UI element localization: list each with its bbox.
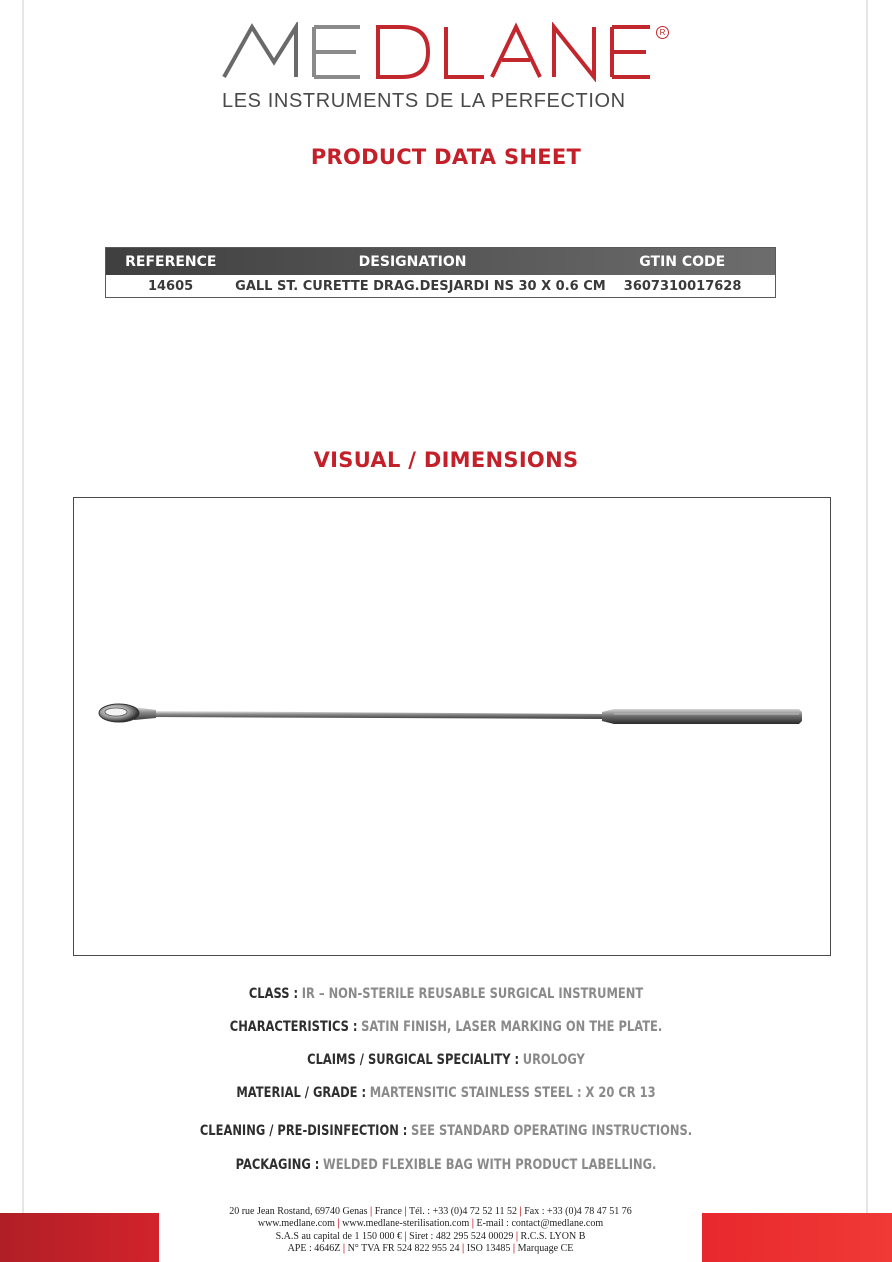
footer-capital: S.A.S au capital de 1 150 000 € [275,1230,402,1242]
footer-website-link[interactable]: www.medlane.com [257,1218,335,1230]
spec-material [80,1085,811,1101]
footer-fax: Fax : +33 (0)4 78 47 51 76 [524,1206,632,1217]
product-data-sheet-title: PRODUCT DATA SHEET [310,145,582,169]
table-row [106,275,775,297]
header-reference: REFERENCE [125,253,217,270]
spec-cleaning-value: SEE STANDARD OPERATING INSTRUCTIONS. [411,1123,693,1139]
curette-instrument-image [94,693,814,743]
footer-siret: Siret : 482 295 524 00029 [409,1230,514,1242]
brand-tagline: LES INSTRUMENTS DE LA PERFECTION [222,90,626,112]
spec-claims-label: CLAIMS / SURGICAL SPECIALITY : [307,1052,520,1068]
spec-cleaning [80,1123,811,1139]
cell-reference: 14605 [147,278,194,294]
footer-tel: Tél. : +33 (0)4 72 52 11 52 [408,1206,518,1217]
registered-mark: R [656,26,669,39]
spec-cleaning-label: CLEANING / PRE-DISINFECTION : [199,1123,408,1139]
reference-table [105,247,776,298]
table-header [106,248,775,275]
spec-characteristics [80,1019,811,1035]
footer-rcs: R.C.S. LYON B [520,1230,586,1242]
right-border-line [866,0,868,1262]
spec-class-value: IR – NON-STERILE REUSABLE SURGICAL INSTRUMENT [301,986,644,1002]
spec-packaging-value: WELDED FLEXIBLE BAG WITH PRODUCT LABELLING. [323,1157,657,1173]
footer-line-3: S.A.S au capital de 1 150 000 € | Siret : 482 295 524 00029 | R.C.S. LYON B [275,1230,586,1242]
spec-class-label: CLASS : [248,986,299,1002]
spec-characteristics-label: CHARACTERISTICS : [229,1019,358,1035]
header-gtin-code: GTIN CODE [639,253,726,270]
spec-packaging-label: PACKAGING : [235,1157,320,1173]
footer-country: France [374,1206,402,1217]
spec-characteristics-value: SATIN FINISH, LASER MARKING ON THE PLATE. [361,1019,663,1035]
spec-claims [80,1052,811,1068]
spec-material-value: MARTENSITIC STAINLESS STEEL : X 20 CR 13 [369,1085,656,1101]
footer-sterilisation-website-link[interactable]: www.medlane-sterilisation.com [342,1218,470,1230]
header-designation: DESIGNATION [358,253,467,270]
left-border-line [22,0,24,1262]
medlane-wordmark [222,22,652,82]
company-footer [159,1206,702,1255]
spec-packaging [80,1157,811,1173]
medlane-logo [222,22,672,117]
footer-red-bar-right [702,1213,892,1262]
footer-iso: ISO 13485 [466,1242,511,1254]
spec-material-label: MATERIAL / GRADE : [236,1085,367,1101]
footer-line-4: APE : 4646Z | N° TVA FR 524 822 955 24 | ISO 13485 | Marquage CE [287,1242,574,1254]
spec-class [80,986,811,1002]
footer-email-link[interactable]: E-mail : contact@medlane.com [476,1218,604,1230]
product-visual-frame [73,497,831,956]
footer-tva: N° TVA FR 524 822 955 24 [347,1242,460,1254]
footer-address: 20 rue Jean Rostand, 69740 Genas [229,1206,368,1217]
visual-dimensions-title: VISUAL / DIMENSIONS [313,448,579,472]
spec-claims-value: UROLOGY [522,1052,585,1068]
footer-line-1: 20 rue Jean Rostand, 69740 Genas | France | Tél. : +33 (0)4 72 52 11 52 | Fax : +33 (0)4 78 47 51 76 [229,1206,632,1217]
footer-red-bar-left [0,1213,159,1262]
cell-designation: GALL ST. CURETTE DRAG.DESJARDI NS 30 X 0.6 CM [235,278,606,294]
footer-ape: APE : 4646Z [287,1242,341,1254]
footer-line-2: www.medlane.com | www.medlane-sterilisation.com | E-mail : contact@medlane.com [257,1218,604,1230]
cell-gtin-code: 3607310017628 [623,278,742,294]
footer-ce-marking: Marquage CE [517,1242,574,1254]
